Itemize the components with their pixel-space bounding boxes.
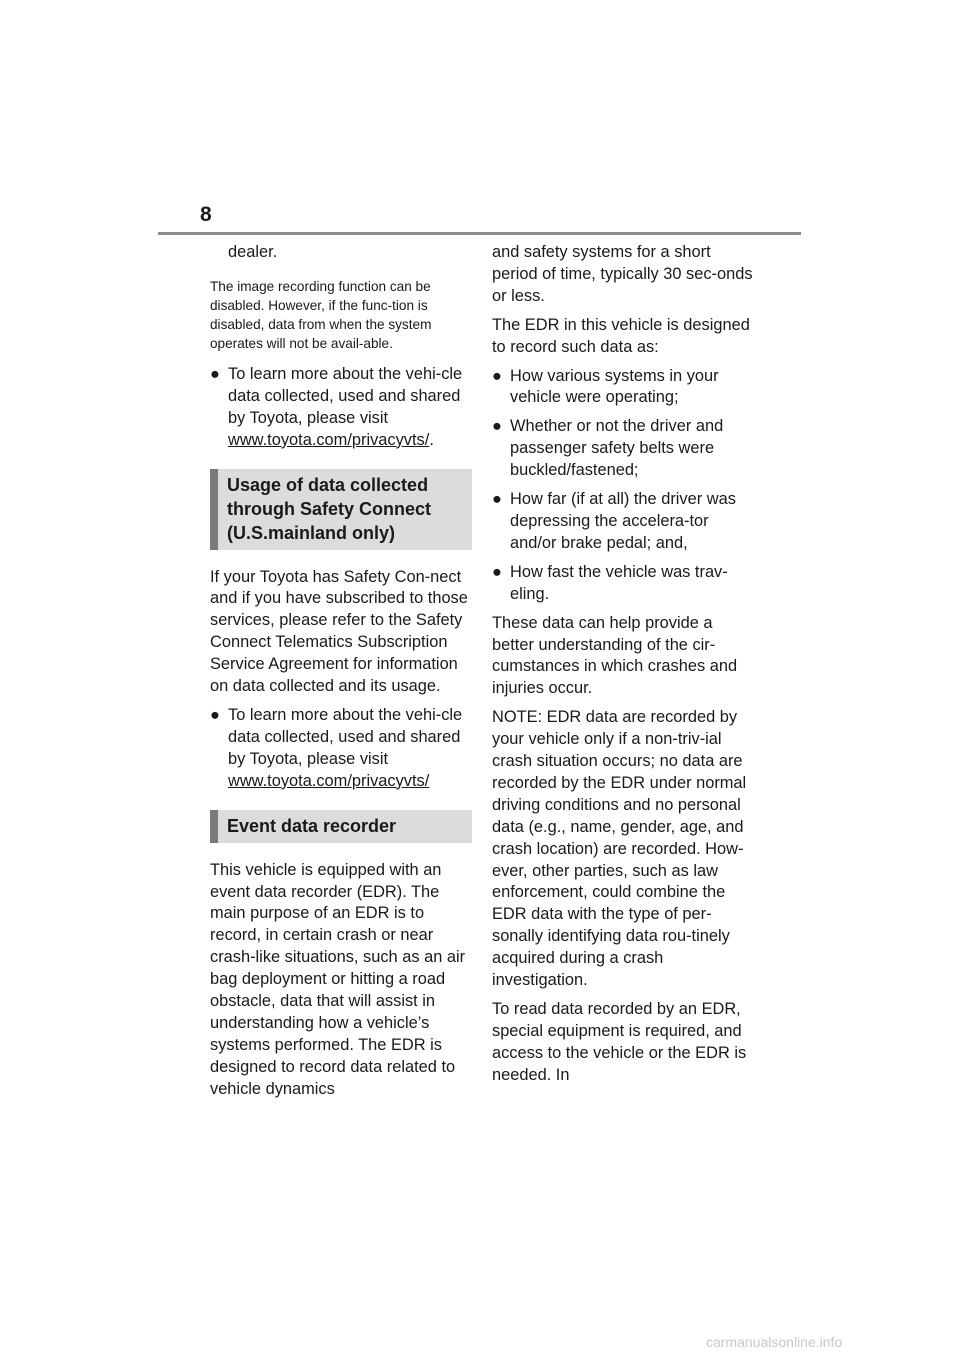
right-column [492, 242, 754, 1094]
bullet-icon: ● [492, 417, 502, 436]
edr-bullet [492, 489, 754, 555]
edr-design-paragraph: The EDR in this vehicle is designed to record such data as: [492, 315, 750, 356]
left-column [210, 242, 472, 1108]
privacy-bullet-1-period: . [429, 430, 434, 449]
privacy-link-1[interactable]: www.toyota.com/privacyvts/ [228, 430, 430, 449]
section-heading-edr: Event data recorder [210, 810, 472, 843]
edr-bullet [492, 416, 754, 482]
privacy-bullet-2 [210, 705, 472, 793]
bullet-icon: ● [492, 562, 502, 581]
bullet-icon: ● [210, 364, 220, 383]
edr-bullet [492, 366, 754, 410]
edr-intro-paragraph: This vehicle is equipped with an event data recorder (EDR). The main purpose of an EDR is to record, in certain crash or near crash-like situations, such as an air bag deployment or hitting a road obstacle, data that will assist in understanding how a vehicle’s systems performed. The EDR is designed to record data related to vehicle dynamics [210, 860, 466, 1098]
privacy-bullet-1 [210, 364, 472, 452]
edr-bullet-text: How far (if at all) the driver was depressing the accelera-tor and/or brake pedal; and, [510, 490, 736, 552]
edr-bullet-text: Whether or not the driver and passenger safety belts were buckled/fastened; [510, 417, 724, 480]
edr-continued-paragraph: and safety systems for a short period of time, typically 30 sec-onds or less. [492, 243, 753, 305]
edr-bullet [492, 562, 754, 606]
bullet-icon: ● [210, 705, 220, 724]
note-paragraph: NOTE: EDR data are recorded by your vehicle only if a non-triv-ial crash situation occurs; no data are recorded by the EDR under normal driving conditions and no personal data (e.g., name, gender, age, and crash location) are recorded. How-ever, other parties, such as law enforcement, could combine the EDR data with the type of per-sonally identifying data rou-tinely acquired during a crash investigation. [492, 708, 747, 990]
bullet-icon: ● [492, 490, 502, 509]
section-heading-safety-connect: Usage of data collected through Safety Connect (U.S.mainland only) [210, 469, 472, 550]
privacy-bullet-2-text: To learn more about the vehi-cle data collected, used and shared by Toyota, please visit [228, 705, 463, 768]
privacy-link-2[interactable]: www.toyota.com/privacyvts/ [228, 771, 430, 790]
image-recording-note: The image recording function can be disabled. However, if the func-tion is disabled, data from when the system operates will not be avail-able. [210, 278, 432, 351]
watermark: carmanualsonline.info [706, 1334, 843, 1350]
edr-bullet-text: How fast the vehicle was trav-eling. [510, 562, 728, 603]
bullet-icon: ● [492, 366, 502, 385]
privacy-bullet-1-text: To learn more about the vehi-cle data collected, used and shared by Toyota, please visit [228, 364, 463, 427]
read-data-paragraph: To read data recorded by an EDR, special equipment is required, and access to the vehicle or the EDR is needed. In [492, 1000, 747, 1084]
header-rule [158, 232, 801, 235]
edr-bullet-text: How various systems in your vehicle were operating; [510, 366, 719, 407]
continued-text: dealer. [228, 243, 278, 261]
crash-understanding-paragraph: These data can help provide a better understanding of the cir-cumstances in which crashes and injuries occur. [492, 613, 738, 698]
page-number: 8 [200, 203, 212, 226]
safety-connect-paragraph: If your Toyota has Safety Con-nect and if you have subscribed to those services, please refer to the Safety Connect Telematics Subscription Service Agreement for information on data collected and its usage. [210, 567, 468, 696]
